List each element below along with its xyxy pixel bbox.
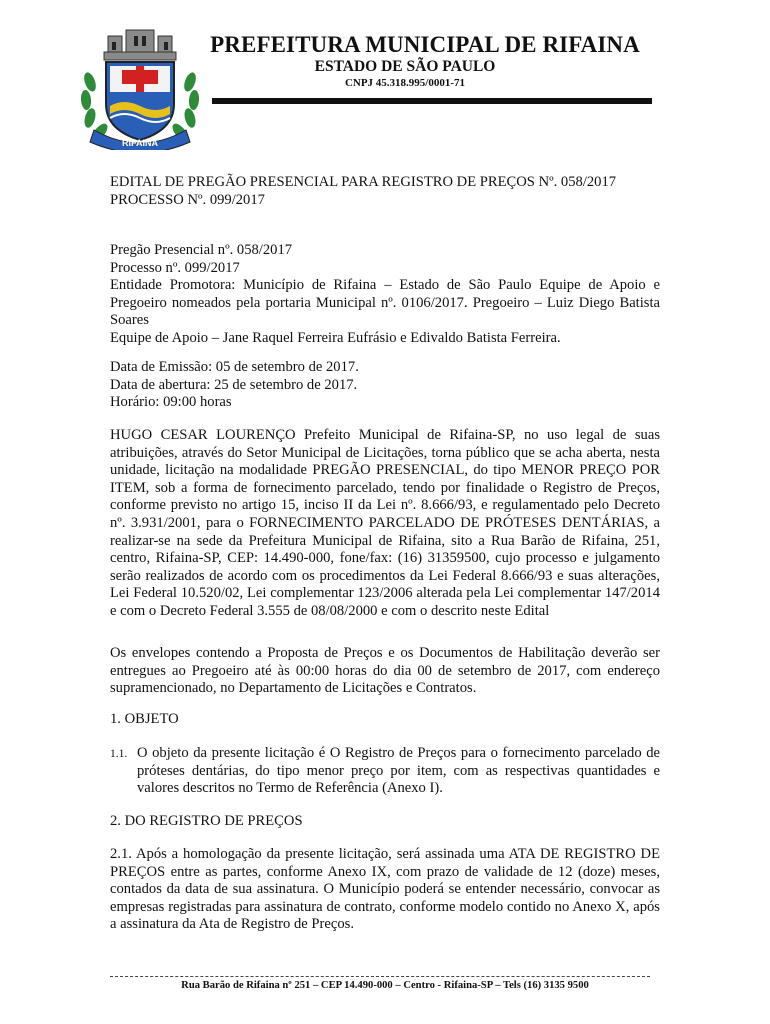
edital-title-block: [110, 174, 660, 209]
section-2-heading-block: [110, 813, 660, 831]
section-1-item-number: 1.1.: [110, 748, 128, 760]
edital-process: PROCESSO Nº. 099/2017: [110, 191, 265, 208]
crest-ribbon-text: RIFAINA: [122, 138, 158, 148]
header-title: PREFEITURA MUNICIPAL DE RIFAINA: [210, 32, 640, 57]
section-2-item-text: 2.1. Após a homologação da presente licitação, será assinada uma ATA DE REGISTRO DE PREÇOS entre as partes, conforme Anexo IX, com prazo de validade de 12 (doze) meses, contados da data de sua assinatura. O Município poderá se entender necessário, convocar as empresas registradas para assinatura de contrato, conforme modelo contido no Anexo X, após a assinatura da Ata de Registro de Preços.: [110, 846, 660, 933]
dates-block: [110, 359, 660, 412]
header-state: ESTADO DE SÃO PAULO: [314, 58, 496, 75]
header-cnpj: CNPJ 45.318.995/0001-71: [344, 77, 466, 89]
envelopes-paragraph-block: [110, 645, 660, 698]
section-1-heading: 1. OBJETO: [110, 711, 179, 727]
info-block: [110, 242, 660, 348]
section-1-item-text: O objeto da presente licitação é O Registro de Preços para o fornecimento parcelado de próteses dentárias, do tipo menor preço por item, com as respectivas quantidades e valores descritos no Termo de Referência (Anexo I).: [137, 745, 660, 797]
header-divider: [212, 98, 652, 104]
footer-address: Rua Barão de Rifaina nº 251 – CEP 14.490-000 – Centro - Rifaina-SP – Tels (16) 3135 9500: [181, 980, 589, 991]
info-entidade: Entidade Promotora: Município de Rifaina – Estado de São Paulo Equipe de Apoio e Pregoeiro nomeados pela portaria Municipal nº. 0106/2017. Pregoeiro – Luiz Diego Batista Soares: [110, 277, 660, 329]
info-processo: Processo nº. 099/2017: [110, 259, 240, 276]
footer-divider: [110, 976, 650, 977]
date-abertura: Data de abertura: 25 de setembro de 2017.: [110, 376, 358, 393]
date-horario: Horário: 09:00 horas: [110, 394, 232, 411]
municipal-coat-of-arms-logo: [74, 22, 206, 150]
envelopes-paragraph: Os envelopes contendo a Proposta de Preços e os Documentos de Habilitação deverão ser entregues ao Pregoeiro até às 00:00 horas do dia 00 de setembro de 2017, com endereço supramencionado, no Departamento de Licitações e Contratos.: [110, 645, 660, 697]
section-1-heading-block: [110, 711, 660, 729]
info-equipe: Equipe de Apoio – Jane Raquel Ferreira Eufrásio e Edivaldo Batista Ferreira.: [110, 329, 561, 346]
info-pregao: Pregão Presencial nº. 058/2017: [110, 242, 293, 258]
intro-paragraph: HUGO CESAR LOURENÇO Prefeito Municipal de Rifaina-SP, no uso legal de suas atribuições, através do Setor Municipal de Licitações, torna público que se acha aberta, nesta unidade, licitação na modalidade PREGÃO PRESENCIAL, do tipo MENOR PREÇO POR ITEM, sob a forma de fornecimento parcelado, tendo por finalidade o Registro de Preços, conforme previsto no artigo 15, inciso II da Lei nº. 8.666/93, e regulamentado pelo Decreto nº. 3.931/2001, para o FORNECIMENTO PARCELADO DE PRÓTESES DENTÁRIAS, a realizar-se na sede da Prefeitura Municipal de Rifaina, sito a Rua Barão de Rifaina, 251, centro, Rifaina-SP, CEP: 14.490-000, fone/fax: (16) 31359500, cujo processo e julgamento serão realizados de acordo com os procedimentos da Lei Federal 8.666/93 e suas alterações, Lei Federal 10.520/02, Lei complementar 123/2006 alterada pela Lei complementar 147/2014 e com o Decreto Federal 3.555 de 08/08/2000 e com o descrito neste Edital: [110, 427, 660, 619]
section-2-item-block: [110, 846, 660, 934]
edital-title: EDITAL DE PREGÃO PRESENCIAL PARA REGISTRO DE PREÇOS Nº. 058/2017: [110, 174, 617, 190]
section-2-heading: 2. DO REGISTRO DE PREÇOS: [110, 813, 303, 829]
section-1-item: [110, 745, 660, 798]
intro-paragraph-block: [110, 427, 660, 621]
date-emissao: Data de Emissão: 05 de setembro de 2017.: [110, 359, 359, 375]
